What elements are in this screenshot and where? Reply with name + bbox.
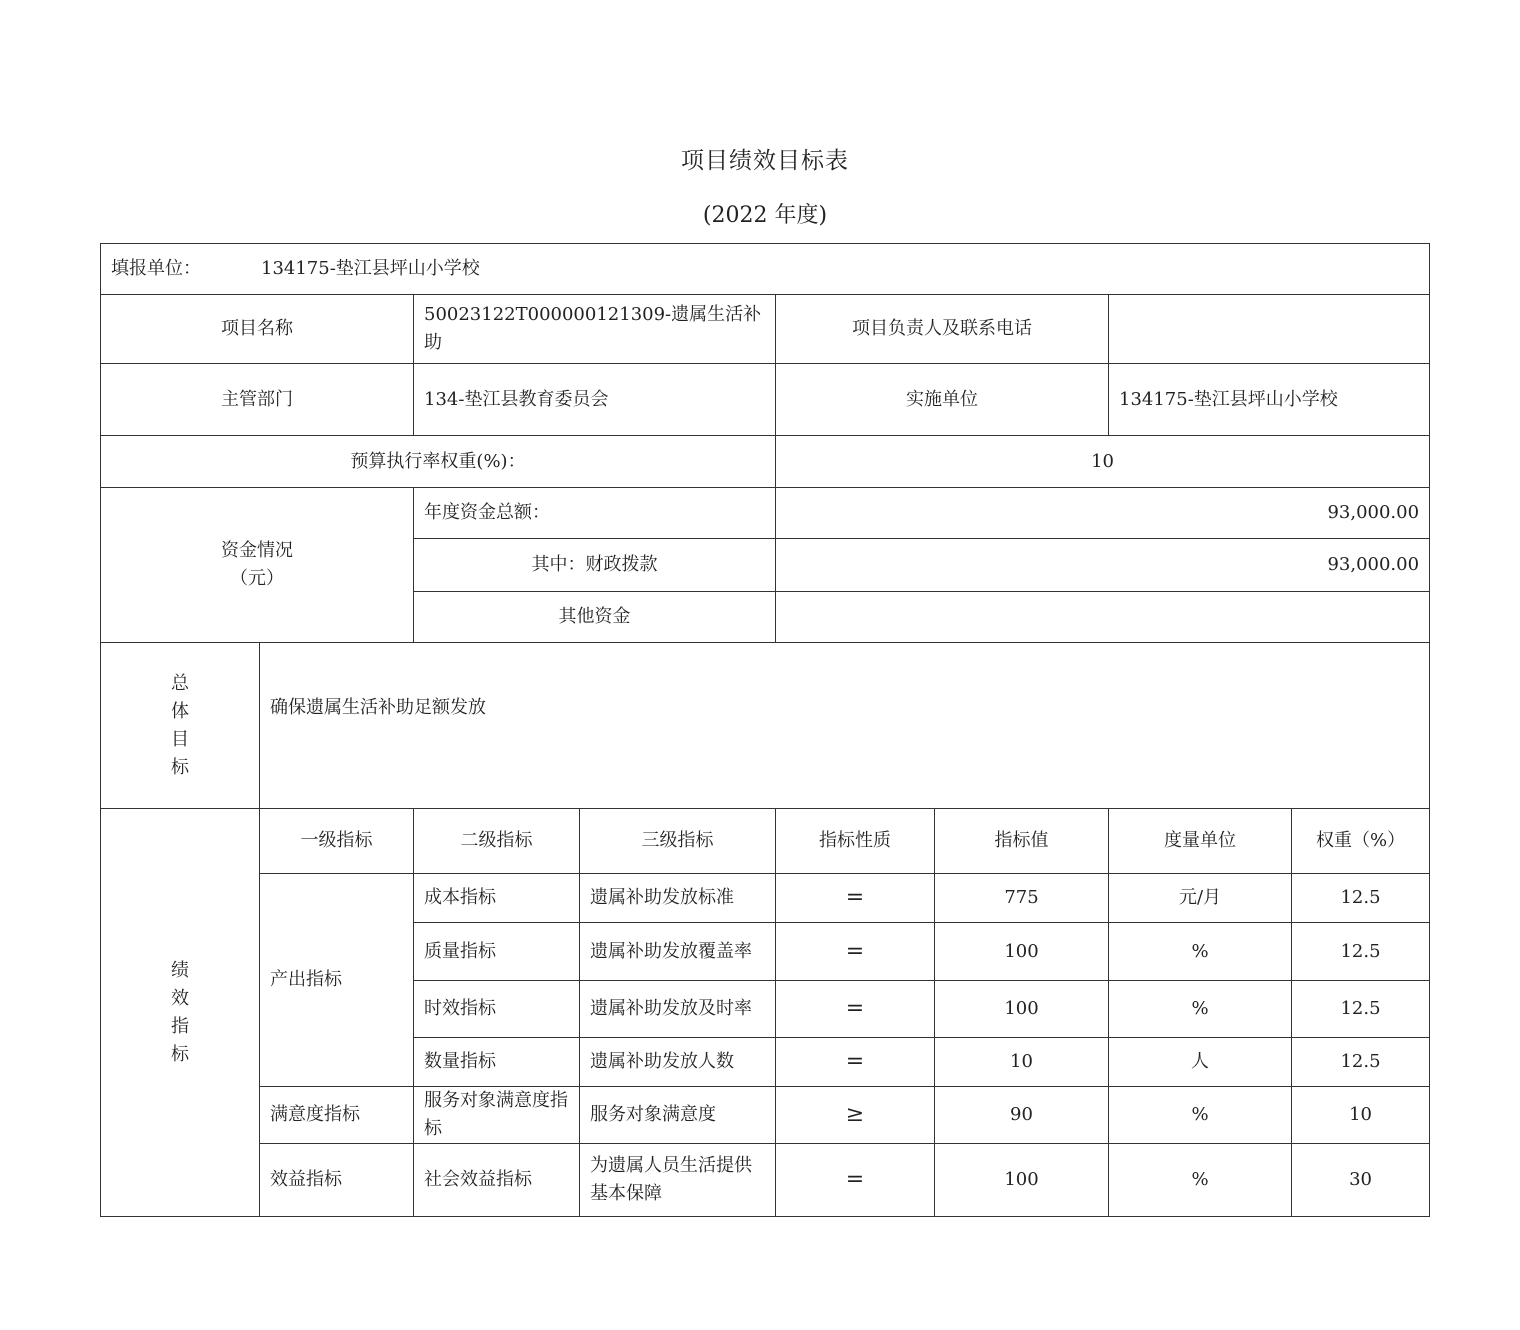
level2-cell: 质量指标	[414, 923, 580, 981]
annual-total-value: 93,000.00	[776, 488, 1430, 539]
level3-cell: 为遗属人员生活提供基本保障	[580, 1144, 776, 1217]
weight-cell: 30	[1292, 1144, 1430, 1217]
table-row	[101, 874, 1430, 923]
annual-total-label: 年度资金总额：	[414, 488, 776, 539]
overall-goal-label	[101, 643, 260, 809]
unit-cell: %	[1109, 923, 1292, 981]
value-cell: 775	[935, 874, 1109, 923]
weight-cell: 12.5	[1292, 1038, 1430, 1087]
overall-goal-char: 体	[171, 700, 189, 722]
page-title: 项目绩效目标表	[681, 148, 849, 174]
overall-goal-text	[260, 643, 1430, 809]
level1-cell: 效益指标	[260, 1144, 414, 1217]
level2-cell: 时效指标	[414, 981, 580, 1038]
perf-char: 效	[171, 987, 189, 1009]
department-label: 主管部门	[101, 364, 414, 436]
value-cell: 100	[935, 981, 1109, 1038]
other-funds-value	[776, 592, 1430, 643]
level3-cell: 遗属补助发放人数	[580, 1038, 776, 1087]
unit-cell: %	[1109, 981, 1292, 1038]
funds-label-line1: 资金情况	[221, 540, 293, 561]
unit-cell: 人	[1109, 1038, 1292, 1087]
unit-cell: %	[1109, 1144, 1292, 1217]
funds-label	[101, 488, 414, 643]
level3-cell: 遗属补助发放标准	[580, 874, 776, 923]
project-name-value: 50023122T000000121309-遗属生活补助	[414, 295, 776, 364]
project-leader-label: 项目负责人及联系电话	[776, 295, 1109, 364]
department-value: 134-垫江县教育委员会	[414, 364, 776, 436]
filing-unit-value: 134175-垫江县坪山小学校	[261, 258, 480, 279]
unit-cell: %	[1109, 1087, 1292, 1144]
project-leader-value	[1109, 295, 1430, 364]
nature-cell: =	[776, 1038, 935, 1087]
nature-cell: =	[776, 874, 935, 923]
indicator-header-row	[101, 809, 1430, 874]
filing-unit-row	[101, 244, 1430, 295]
level3-cell: 遗属补助发放覆盖率	[580, 923, 776, 981]
nature-cell: =	[776, 981, 935, 1038]
weight-cell: 10	[1292, 1087, 1430, 1144]
weight-cell: 12.5	[1292, 874, 1430, 923]
funds-label-line2: （元）	[230, 568, 284, 589]
overall-goal-char: 标	[171, 756, 189, 778]
nature-cell: =	[776, 1144, 935, 1217]
page-subtitle: (2022 年度)	[702, 203, 828, 228]
perf-char: 标	[171, 1043, 189, 1065]
overall-goal-char: 总	[171, 672, 189, 694]
header-unit: 度量单位	[1109, 809, 1292, 874]
table-row	[101, 1144, 1430, 1217]
budget-weight-value: 10	[776, 436, 1430, 488]
performance-goal-table	[100, 243, 1430, 1217]
budget-weight-label: 预算执行率权重(%)：	[101, 436, 776, 488]
level3-cell: 服务对象满意度	[580, 1087, 776, 1144]
value-cell: 100	[935, 1144, 1109, 1217]
unit-cell: 元/月	[1109, 874, 1292, 923]
weight-cell: 12.5	[1292, 923, 1430, 981]
nature-cell: =	[776, 923, 935, 981]
impl-unit-label: 实施单位	[776, 364, 1109, 436]
overall-goal-char: 目	[171, 728, 189, 750]
header-nature: 指标性质	[776, 809, 935, 874]
header-level1: 一级指标	[260, 809, 414, 874]
annual-total-row	[101, 488, 1430, 539]
table-row	[101, 1087, 1430, 1144]
level2-cell: 成本指标	[414, 874, 580, 923]
level1-cell: 产出指标	[260, 874, 414, 1087]
level2-cell: 社会效益指标	[414, 1144, 580, 1217]
filing-unit-label: 填报单位：	[111, 258, 201, 279]
perf-indicator-label	[101, 809, 260, 1217]
perf-char: 绩	[171, 959, 189, 981]
overall-goal-row	[101, 643, 1430, 809]
weight-cell: 12.5	[1292, 981, 1430, 1038]
nature-cell: ≥	[776, 1087, 935, 1144]
fiscal-label: 其中：财政拨款	[414, 539, 776, 592]
perf-char: 指	[171, 1015, 189, 1037]
fiscal-value: 93,000.00	[776, 539, 1430, 592]
level3-cell: 遗属补助发放及时率	[580, 981, 776, 1038]
overall-goal-text-content: 确保遗属生活补助足额发放	[270, 696, 486, 718]
level2-cell: 数量指标	[414, 1038, 580, 1087]
value-cell: 100	[935, 923, 1109, 981]
other-funds-label: 其他资金	[414, 592, 776, 643]
header-level3: 三级指标	[580, 809, 776, 874]
header-level2: 二级指标	[414, 809, 580, 874]
level2-cell: 服务对象满意度指标	[414, 1087, 580, 1144]
value-cell: 90	[935, 1087, 1109, 1144]
level1-cell: 满意度指标	[260, 1087, 414, 1144]
department-row	[101, 364, 1430, 436]
header-value: 指标值	[935, 809, 1109, 874]
project-name-label: 项目名称	[101, 295, 414, 364]
header-weight: 权重（%）	[1292, 809, 1430, 874]
impl-unit-value: 134175-垫江县坪山小学校	[1109, 364, 1430, 436]
value-cell: 10	[935, 1038, 1109, 1087]
project-name-row	[101, 295, 1430, 364]
budget-weight-row	[101, 436, 1430, 488]
